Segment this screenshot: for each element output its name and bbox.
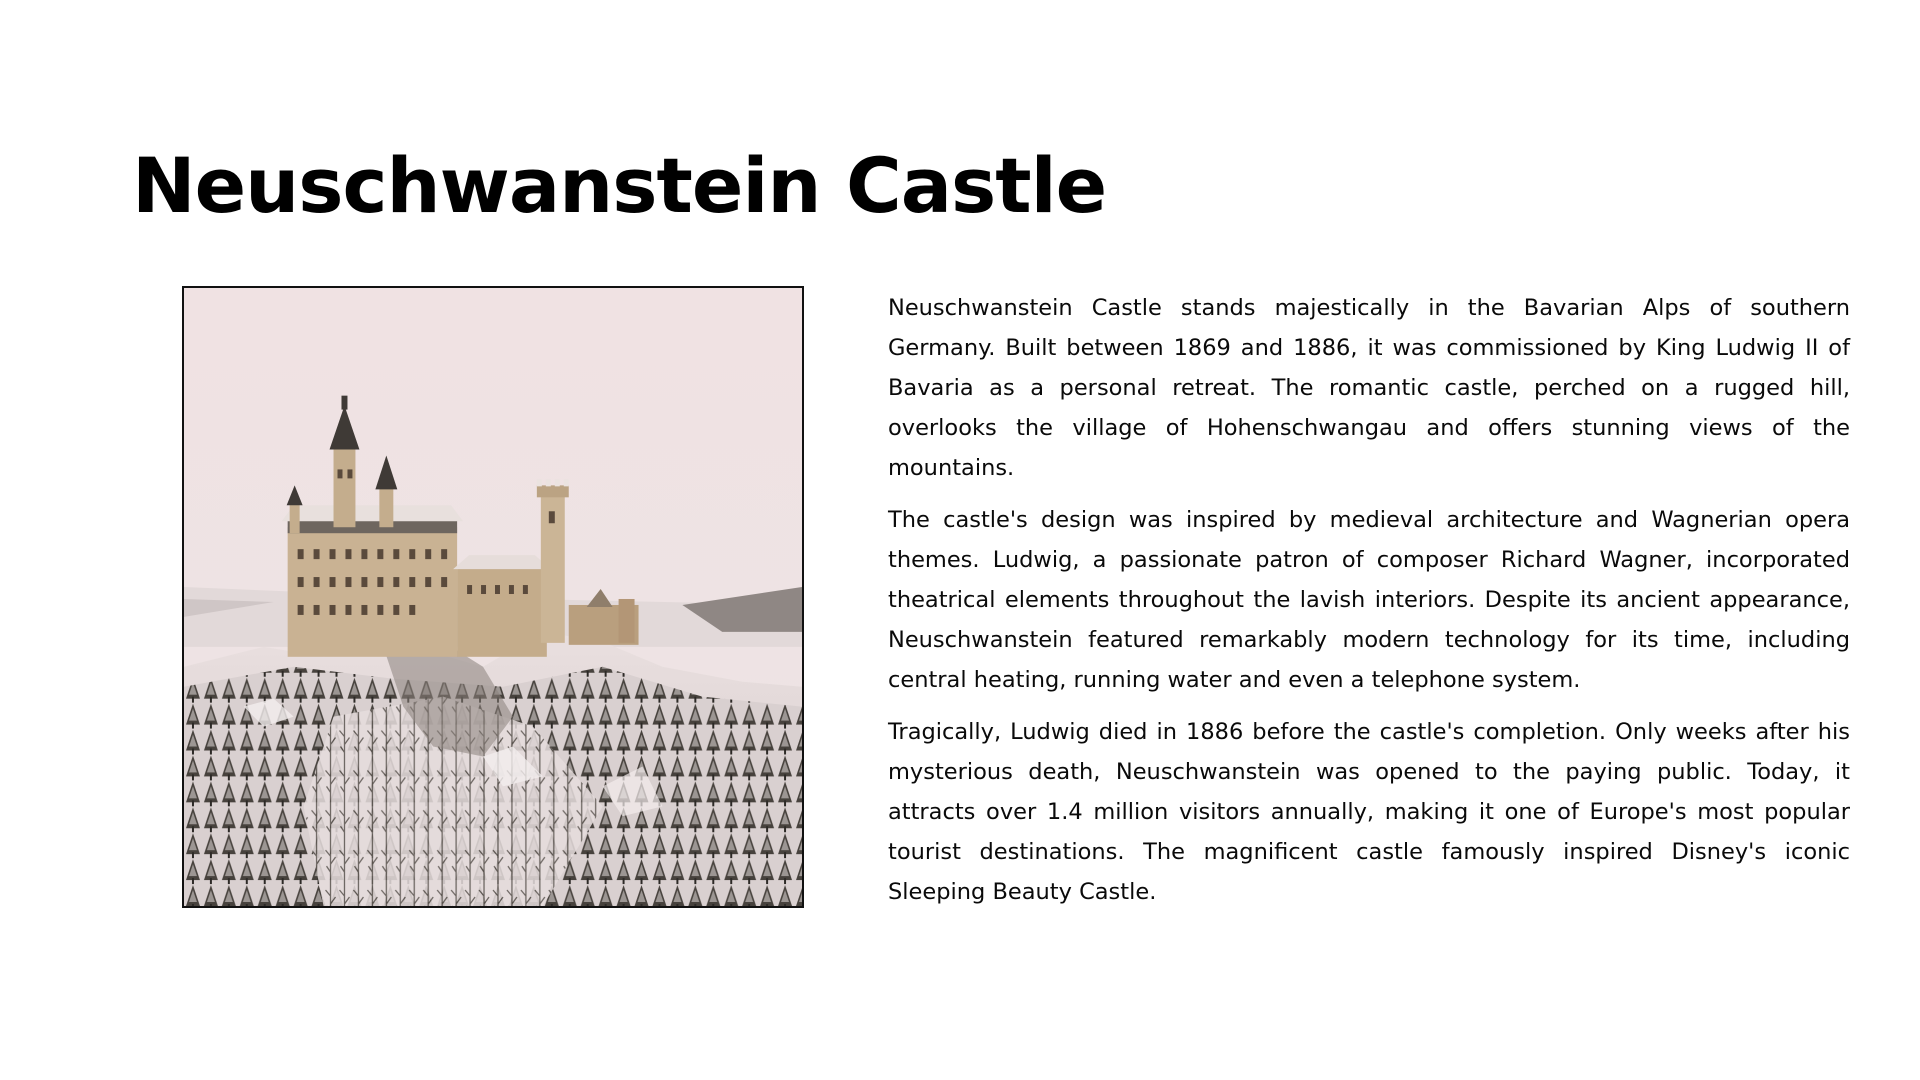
castle-photo	[182, 286, 804, 908]
slide-title: Neuschwanstein Castle	[132, 141, 1107, 230]
paragraph-legacy: Tragically, Ludwig died in 1886 before the castle's completion. Only weeks after his mysterious death, Neuschwanstein was opened to the paying public. Today, it attracts over 1.4 million visitors annually, making it one of Europe's most popular tourist destinations. The magnificent castle famously inspired Disney's iconic Sleeping Beauty Castle.	[888, 719, 1850, 905]
body-text	[888, 288, 1850, 924]
paragraph-design: The castle's design was inspired by medieval architecture and Wagnerian opera themes. Ludwig, a passionate patron of composer Richard Wagner, incorporated theatrical elements throughout the lavish interiors. Despite its ancient appearance, Neuschwanstein featured remarkably modern technology for its time, including central heating, running water and even a telephone system.	[888, 507, 1850, 693]
castle-photo-illustration	[184, 288, 802, 906]
paragraph-history: Neuschwanstein Castle stands majestically in the Bavarian Alps of southern Germany. Built between 1869 and 1886, it was commissioned by King Ludwig II of Bavaria as a personal retreat. The romantic castle, perched on a rugged hill, overlooks the village of Hohenschwangau and offers stunning views of the mountains.	[888, 295, 1850, 481]
